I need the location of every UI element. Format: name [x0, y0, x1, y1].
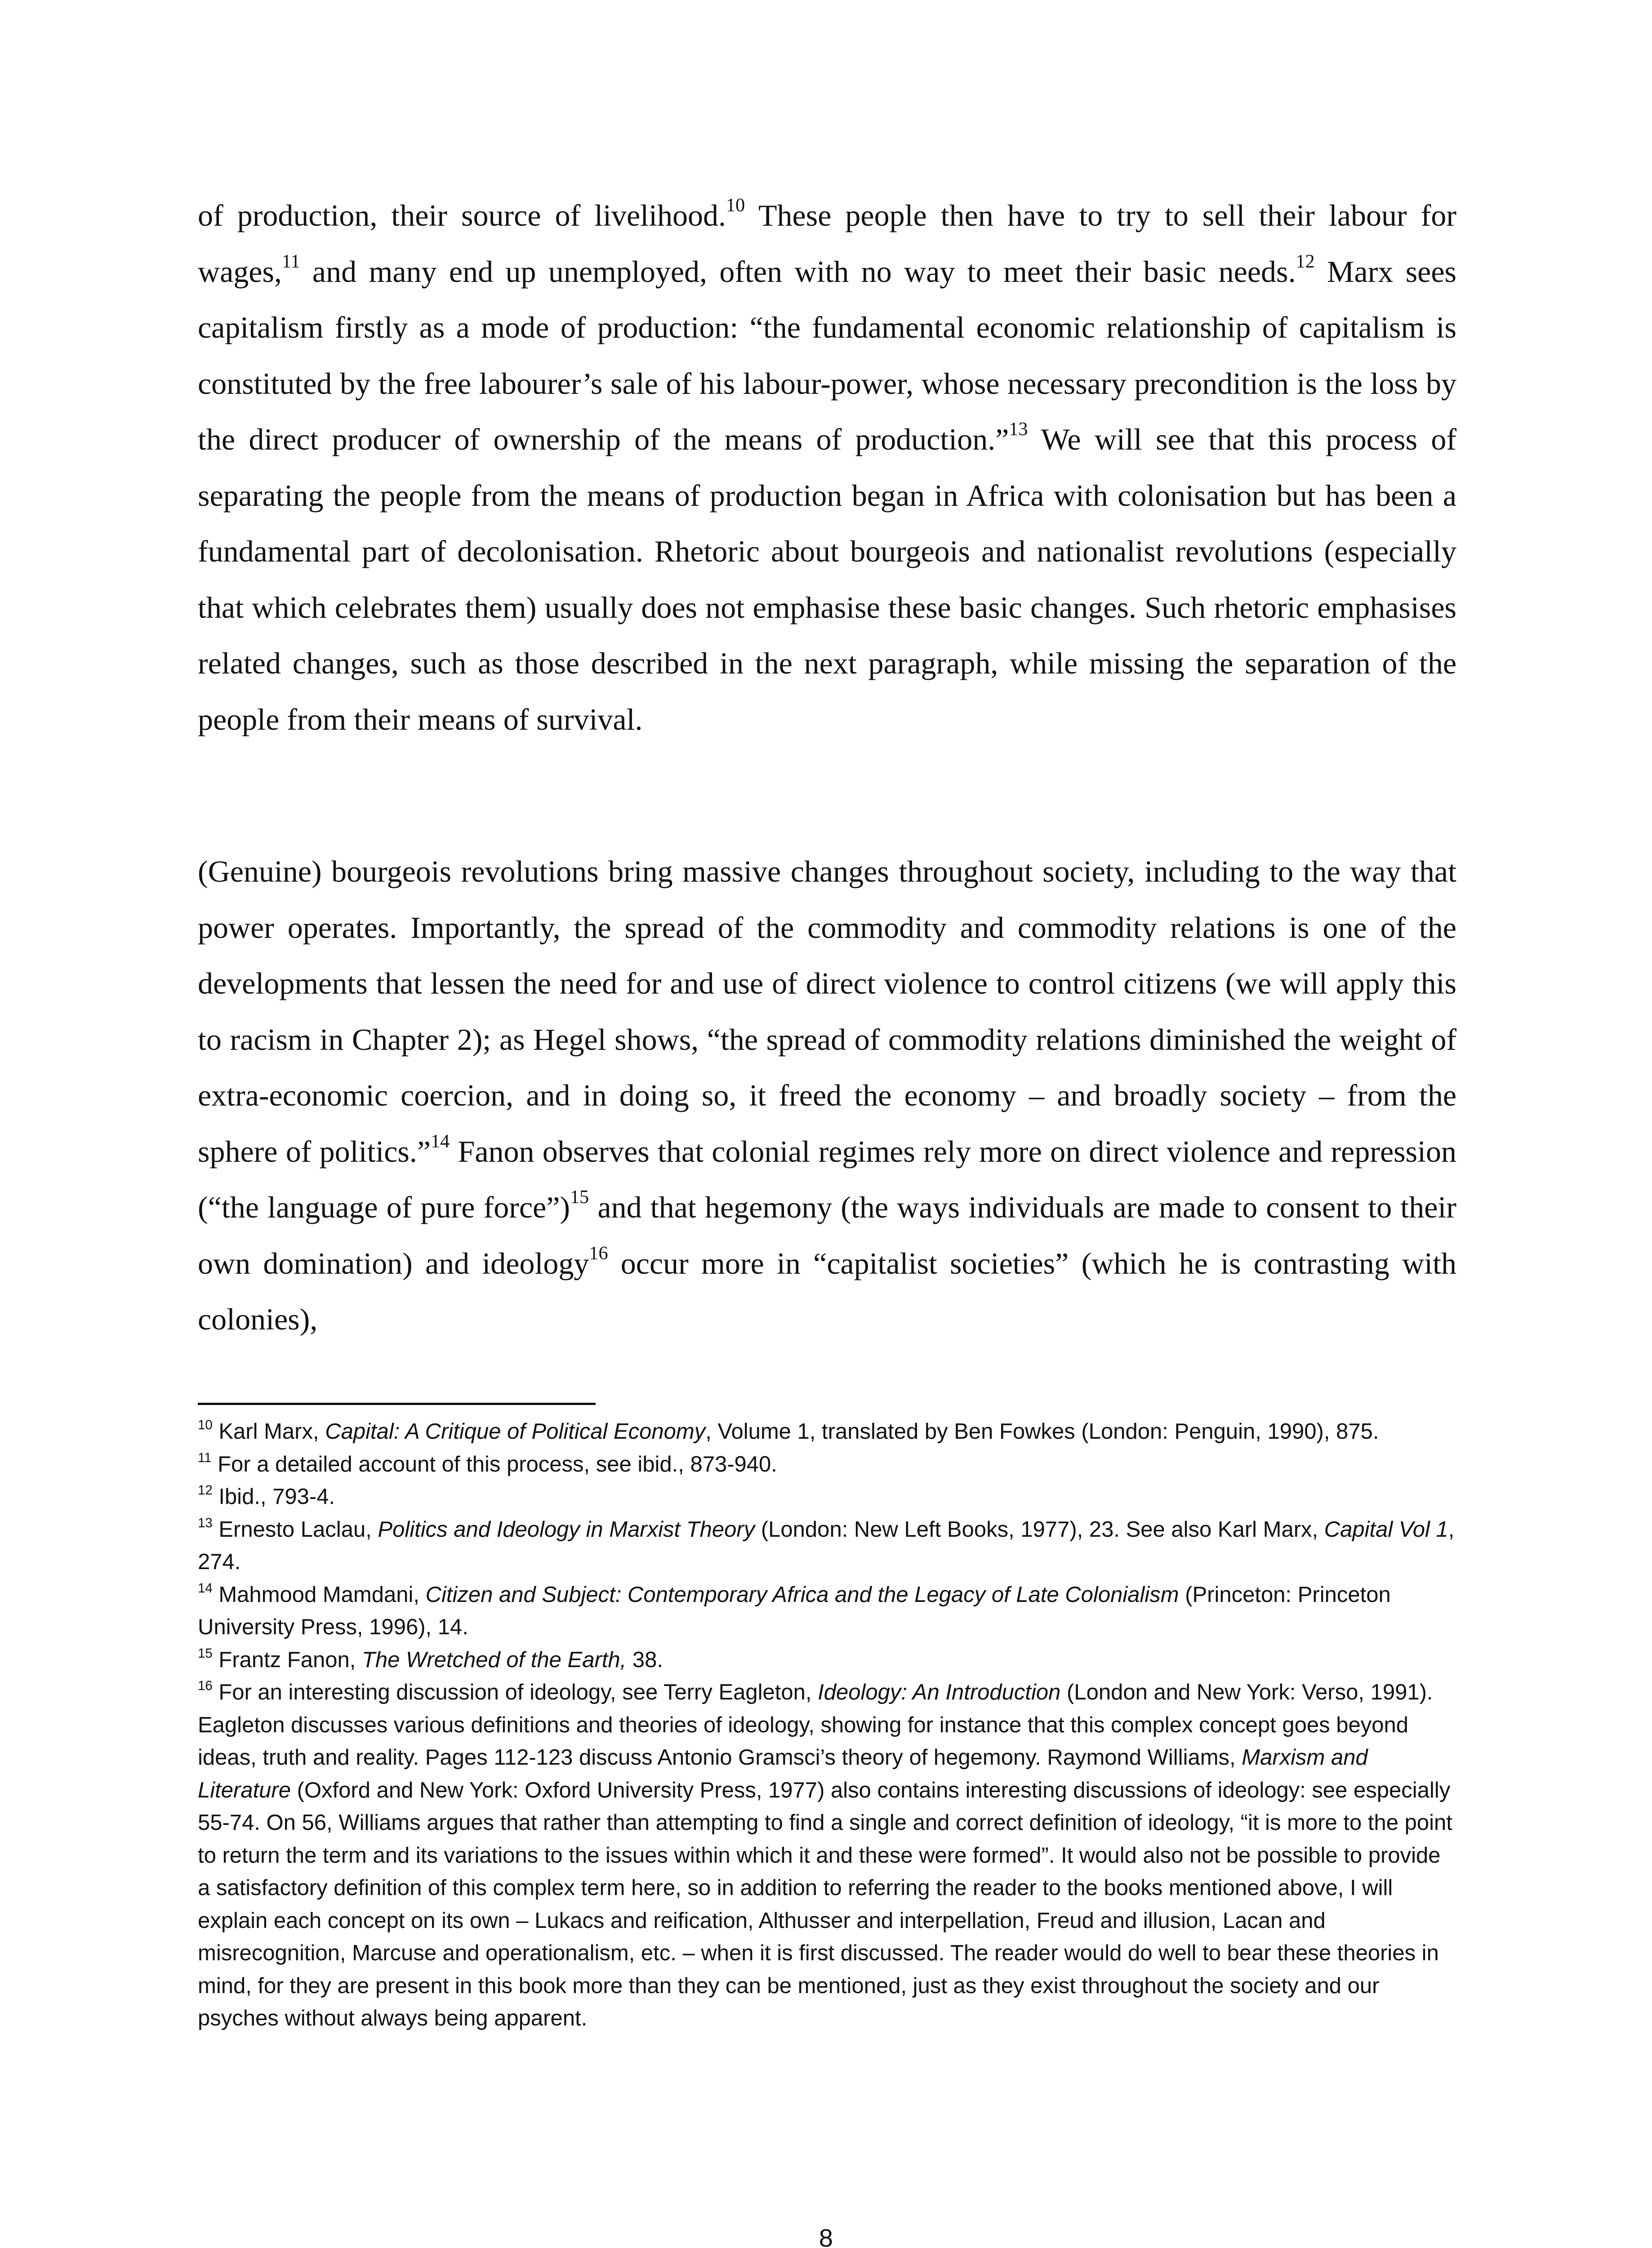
- text-segment: and that hegemony (the ways individuals are made to consent to their own domination) and ideology: [198, 1190, 1456, 1280]
- footnotes-section: [198, 1415, 1456, 2035]
- page-number: 8: [819, 2224, 833, 2248]
- footnote-title: Capital Vol 1: [1324, 1517, 1448, 1542]
- footnote-text: Mahmood Mamdani,: [212, 1582, 426, 1607]
- footnote-text: , 274.: [198, 1517, 1455, 1574]
- footnote-text: For a detailed account of this process, see ibid., 873-940.: [211, 1452, 777, 1476]
- footnote-separator: [198, 1403, 596, 1405]
- footnote-title: Citizen and Subject: Contemporary Africa and the Legacy of Late Colonialism: [425, 1582, 1179, 1607]
- footnote-text: Karl Marx,: [212, 1419, 325, 1444]
- footnote-title: The Wretched of the Earth,: [361, 1647, 627, 1672]
- footnote-number: 14: [198, 1580, 213, 1596]
- footnote-number: 12: [198, 1483, 213, 1498]
- text-segment: Marx sees capitalism firstly as a mode of production: “the fundamental economic relationship of capitalism is constituted by the free labourer’s sale of his labour-power, whose necessary precondition is the loss by the direct producer of ownership of the means of production.”: [198, 254, 1457, 456]
- body-paragraph-2: [198, 843, 1456, 1347]
- text-segment: (Genuine) bourgeois revolutions bring massive changes throughout society, including to the way that power operates. Importantly, the spread of the commodity and commodity relations is one of the developments that lessen the need for and use of direct violence to control citizens (we will apply this to racism in Chapter 2); as Hegel shows, “the spread of commodity relations diminished the weight of extra-economic coercion, and in doing so, it freed the economy – and broadly society – from the sphere of politics.”: [198, 854, 1456, 1169]
- text-segment: of production, their source of livelihood.: [198, 198, 726, 232]
- footnote-16: [198, 1676, 1456, 2035]
- footnote-text: (London: New Left Books, 1977), 23. See also Karl Marx,: [755, 1517, 1324, 1542]
- text-segment: occur more in “capitalist societies” (which he is contrasting with colonies),: [198, 1246, 1456, 1336]
- footnote-title: Capital: A Critique of Political Economy: [325, 1419, 706, 1444]
- footnote-title: Marxism and Literature: [198, 1745, 1368, 1802]
- footnote-reference-11[interactable]: 11: [281, 250, 300, 272]
- footnote-text: (London and New York: Verso, 1991). Eagleton discusses various definitions and theories of ideology, showing for instance that this complex concept goes beyond ideas, truth and reality. Pages 112-123 discuss Antonio Gramsci’s theory of hegemony. Raymond Williams,: [198, 1680, 1433, 1770]
- footnote-title: Politics and Ideology in Marxist Theory: [378, 1517, 755, 1542]
- footnote-text: (Oxford and New York: Oxford University Press, 1977) also contains interesting discussions of ideology: see especially 55-74. On 56, Williams argues that rather than attempting to find a single and correct definition of ideology, “it is more to the point to return the term and its variations to the issues within which it and these were formed”. It would also not be possible to provide a satisfactory definition of this complex term here, so in addition to referring the reader to the books mentioned above, I will explain each concept on its own – Lukacs and reification, Althusser and interpellation, Freud and illusion, Lacan and misrecognition, Marcuse and operationalism, etc. – when it is first discussed. The reader would do well to bear these theories in mind, for they are present in this book more than they can be mentioned, just as they exist throughout the society and our psyches without always being apparent.: [198, 1778, 1452, 2030]
- footnote-text: Frantz Fanon,: [212, 1647, 362, 1672]
- body-paragraph-1: [198, 187, 1456, 747]
- footnote-14: [198, 1579, 1456, 1644]
- footnote-text: Ibid., 793-4.: [212, 1485, 335, 1509]
- footnote-title: Ideology: An Introduction: [818, 1680, 1061, 1704]
- footnote-10: [198, 1415, 1456, 1448]
- footnote-reference-14[interactable]: 14: [431, 1130, 450, 1152]
- text-segment: Fanon observes that colonial regimes rely more on direct violence and repression (“the language of pure force”): [198, 1134, 1456, 1224]
- text-segment: and many end up unemployed, often with no way to meet their basic needs.: [300, 254, 1296, 289]
- footnote-number: 10: [198, 1418, 213, 1433]
- footnote-text: (Princeton: Princeton University Press, 1996), 14.: [198, 1582, 1391, 1639]
- footnote-reference-13[interactable]: 13: [1009, 419, 1028, 440]
- footnote-text: For an interesting discussion of ideology, see Terry Eagleton,: [212, 1680, 818, 1704]
- footnote-reference-10[interactable]: 10: [726, 195, 745, 216]
- footnote-12: [198, 1481, 1456, 1513]
- footnote-13: [198, 1513, 1456, 1579]
- footnote-reference-12[interactable]: 12: [1296, 250, 1315, 272]
- footnote-text: 38.: [626, 1647, 663, 1672]
- footnote-number: 15: [198, 1646, 213, 1661]
- footnote-number: 11: [198, 1450, 212, 1465]
- footnote-reference-15[interactable]: 15: [570, 1186, 589, 1208]
- footnote-text: , Volume 1, translated by Ben Fowkes (London: Penguin, 1990), 875.: [705, 1419, 1379, 1444]
- footnote-15: [198, 1644, 1456, 1677]
- footnote-11: [198, 1448, 1456, 1481]
- text-segment: These people then have to try to sell their labour for wages,: [198, 198, 1457, 289]
- footnote-reference-16[interactable]: 16: [589, 1242, 608, 1264]
- footnote-text: Ernesto Laclau,: [212, 1517, 378, 1542]
- footnote-number: 13: [198, 1515, 213, 1530]
- footnote-number: 16: [198, 1678, 213, 1694]
- text-segment: We will see that this process of separating the people from the means of production began in Africa with colonisation but has been a fundamental part of decolonisation. Rhetoric about bourgeois and nationalist revolutions (especially that which celebrates them) usually does not emphasise these basic changes. Such rhetoric emphasises related changes, such as those described in the next paragraph, while missing the separation of the people from their means of survival.: [198, 422, 1457, 736]
